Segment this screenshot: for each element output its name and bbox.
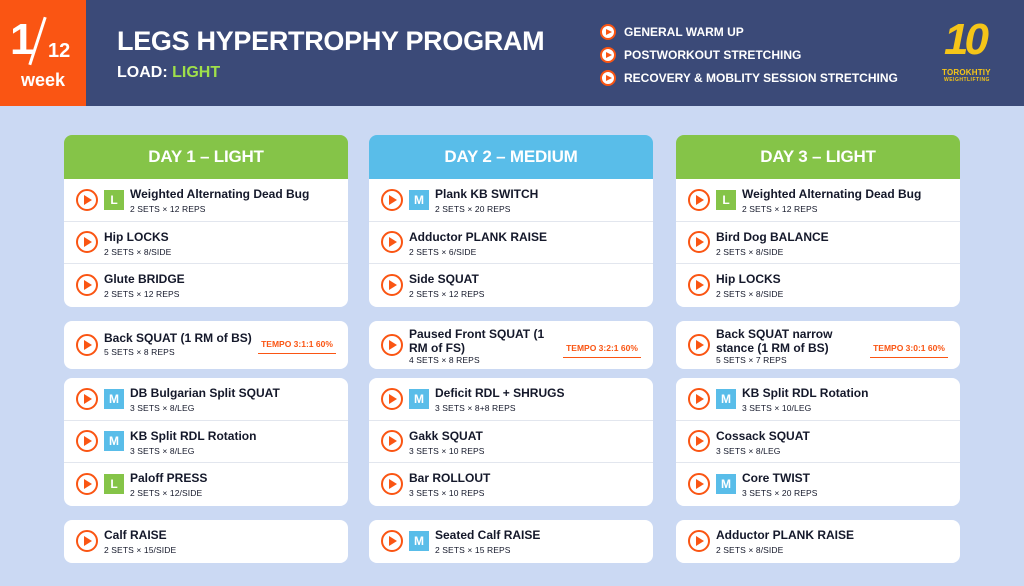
exercise-sets: 2 SETS × 8/SIDE [104,246,172,257]
exercise-row[interactable] [369,520,653,563]
exercise-name: Back SQUAT (1 RM of BS) [104,331,252,345]
exercise-name: Hip LOCKS [104,229,169,244]
exercise-row[interactable] [64,222,348,265]
exercise-name: Bird Dog BALANCE [716,229,829,244]
exercise-name: Seated Calf RAISE [435,528,541,542]
exercise-block [676,321,960,369]
week-total: 12 [48,40,71,62]
exercise-row[interactable] [676,520,960,563]
page-title: LEGS HYPERTROPHY PROGRAM [117,26,545,56]
play-video-icon[interactable] [688,274,710,296]
play-video-icon[interactable] [381,530,403,552]
exercise-row[interactable] [676,264,960,307]
exercise-row[interactable] [64,179,348,222]
exercise-sets: 5 SETS × 8 REPS [104,347,175,357]
exercise-name: Deficit RDL + SHRUGS [435,386,565,400]
exercise-sets: 3 SETS × 10/LEG [742,403,812,413]
load-value: LIGHT [172,64,221,81]
day-title: DAY 3 – LIGHT [676,135,960,179]
play-icon [600,24,616,40]
exercise-sets: 3 SETS × 8+8 REPS [435,403,516,413]
exercise-sets: 2 SETS × 12/SIDE [130,488,203,498]
exercise-sets: 3 SETS × 8/LEG [716,445,781,456]
load-label: LOAD: [117,64,168,81]
exercise-sets: 2 SETS × 12 REPS [409,289,485,299]
exercise-name: KB Split RDL Rotation [130,428,257,443]
exercise-row[interactable] [369,264,653,307]
exercise-row[interactable] [64,378,348,421]
exercise-name: Side SQUAT [409,272,479,286]
exercise-row[interactable] [369,463,653,506]
play-video-icon[interactable] [76,473,98,495]
header [0,0,1024,106]
resource-links [600,20,898,89]
exercise-sets: 2 SETS × 12 REPS [130,204,206,214]
exercise-name: Core TWIST [742,471,810,485]
exercise-sets: 3 SETS × 8/LEG [130,445,195,456]
play-video-icon[interactable] [76,388,98,410]
exercise-sets: 2 SETS × 8/SIDE [716,289,784,299]
exercise-sets: 4 SETS × 8 REPS [409,355,480,365]
exercise-row[interactable] [369,378,653,421]
link-label: POSTWORKOUT STRETCHING [624,47,802,62]
link-postworkout-stretching[interactable] [600,43,898,66]
exercise-name: Paused Front SQUAT (1 RM of FS) [409,327,545,355]
play-video-icon[interactable] [688,231,710,253]
tempo-label: TEMPO 3:1:1 60% [258,339,336,354]
exercise-sets: 3 SETS × 20 REPS [742,488,818,498]
play-video-icon[interactable] [76,430,98,452]
logo-text: TOROKHTIY [942,68,991,77]
tempo-label: TEMPO 3:2:1 60% [563,343,641,358]
intensity-badge: M [409,190,429,210]
brand-logo [936,15,1014,88]
week-label: week [20,70,66,90]
exercise-sets: 2 SETS × 15 REPS [435,545,511,555]
play-video-icon[interactable] [76,530,98,552]
play-video-icon[interactable] [76,231,98,253]
exercise-name: Cossack SQUAT [716,428,810,443]
exercise-row[interactable] [676,222,960,265]
exercise-name: KB Split RDL Rotation [742,386,869,400]
exercise-block [676,378,960,506]
day-column-3 [676,135,960,555]
exercise-name: Bar ROLLOUT [409,471,491,485]
exercise-name: Hip LOCKS [716,272,781,286]
exercise-row[interactable] [369,421,653,464]
day-column-2 [369,135,653,555]
exercise-block [676,179,960,307]
exercise-name: Paloff PRESS [130,471,208,485]
exercise-name: Adductor PLANK RAISE [716,528,854,542]
day-column-1 [64,135,348,555]
exercise-sets: 2 SETS × 8/SIDE [716,246,784,257]
exercise-name: Weighted Alternating Dead Bug [130,187,310,201]
exercise-block [64,520,348,563]
play-video-icon[interactable] [381,274,403,296]
week-number: 1 [10,15,35,64]
exercise-block [369,378,653,506]
play-video-icon[interactable] [688,388,710,410]
intensity-badge: M [104,389,124,409]
tempo-label: TEMPO 3:0:1 60% [870,343,948,358]
link-recovery-mobility[interactable] [600,66,898,89]
intensity-badge: M [716,389,736,409]
exercise-block [676,520,960,563]
exercise-sets: 2 SETS × 20 REPS [435,204,511,214]
exercise-sets: 2 SETS × 6/SIDE [409,246,477,257]
exercise-row[interactable] [369,179,653,222]
play-video-icon[interactable] [381,189,403,211]
play-video-icon[interactable] [688,189,710,211]
exercise-row[interactable] [64,264,348,307]
exercise-block [369,321,653,369]
play-video-icon[interactable] [381,388,403,410]
load-level [117,64,220,82]
exercise-name: Adductor PLANK RAISE [409,229,547,244]
play-video-icon[interactable] [688,334,710,356]
exercise-row[interactable] [64,321,348,369]
exercise-row[interactable] [676,421,960,464]
play-video-icon[interactable] [381,430,403,452]
link-label: GENERAL WARM UP [624,24,744,39]
play-video-icon[interactable] [688,473,710,495]
exercise-block [369,179,653,307]
exercise-row[interactable] [64,520,348,563]
play-video-icon[interactable] [688,530,710,552]
logo-number: 10 [944,15,985,64]
play-video-icon[interactable] [381,473,403,495]
exercise-row[interactable] [676,179,960,222]
exercise-block [369,520,653,563]
play-video-icon[interactable] [381,334,403,356]
play-video-icon[interactable] [381,231,403,253]
play-video-icon[interactable] [76,274,98,296]
exercise-row[interactable] [676,463,960,506]
exercise-row[interactable] [369,222,653,265]
exercise-name: Calf RAISE [104,528,167,542]
exercise-block [64,321,348,369]
exercise-sets: 2 SETS × 12 REPS [742,204,818,214]
exercise-row[interactable] [676,321,960,369]
exercise-row[interactable] [64,421,348,464]
link-label: RECOVERY & MOBLITY SESSION STRETCHING [624,70,898,85]
exercise-row[interactable] [369,321,653,369]
exercise-name: Back SQUAT narrow stance (1 RM of BS) [716,327,833,355]
day-title: DAY 2 – MEDIUM [369,135,653,179]
exercise-sets: 3 SETS × 10 REPS [409,488,485,498]
exercise-block [64,378,348,506]
exercise-block [64,179,348,307]
play-video-icon[interactable] [688,430,710,452]
exercise-name: Plank KB SWITCH [435,187,539,201]
exercise-row[interactable] [64,463,348,506]
exercise-name: DB Bulgarian Split SQUAT [130,386,280,400]
intensity-badge: M [409,531,429,551]
play-icon [600,47,616,63]
exercise-name: Gakk SQUAT [409,428,483,443]
week-indicator [0,0,86,106]
exercise-name: Weighted Alternating Dead Bug [742,187,922,201]
intensity-badge: L [716,190,736,210]
play-icon [600,70,616,86]
play-video-icon[interactable] [76,334,98,356]
exercise-sets: 5 SETS × 7 REPS [716,355,787,365]
intensity-badge: L [104,190,124,210]
link-general-warm-up[interactable] [600,20,898,43]
exercise-sets: 3 SETS × 8/LEG [130,403,195,413]
day-title: DAY 1 – LIGHT [64,135,348,179]
exercise-sets: 3 SETS × 10 REPS [409,445,485,456]
intensity-badge: M [104,431,124,451]
exercise-row[interactable] [676,378,960,421]
intensity-badge: M [716,474,736,494]
exercise-sets: 2 SETS × 8/SIDE [716,545,784,555]
intensity-badge: L [104,474,124,494]
exercise-sets: 2 SETS × 15/SIDE [104,545,177,555]
logo-subtext: WEIGHTLIFTING [944,77,990,83]
exercise-sets: 2 SETS × 12 REPS [104,289,180,299]
intensity-badge: M [409,389,429,409]
play-video-icon[interactable] [76,189,98,211]
exercise-name: Glute BRIDGE [104,272,185,286]
